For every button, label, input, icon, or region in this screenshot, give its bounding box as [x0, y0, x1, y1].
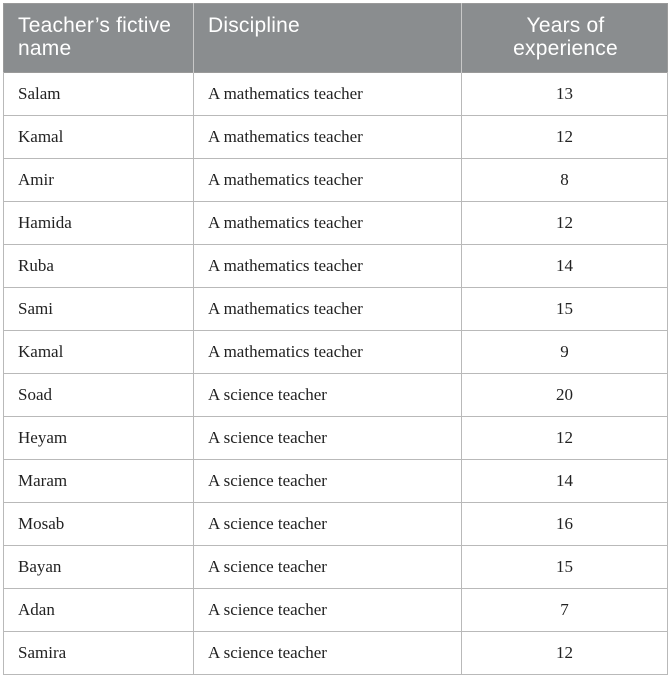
cell-years-of-experience: 8 [462, 159, 668, 202]
table-body [4, 73, 668, 675]
cell-discipline: A mathematics teacher [194, 202, 462, 245]
cell-discipline: A science teacher [194, 417, 462, 460]
cell-teacher-name: Sami [4, 288, 194, 331]
cell-teacher-name: Adan [4, 589, 194, 632]
cell-discipline: A mathematics teacher [194, 159, 462, 202]
cell-teacher-name: Bayan [4, 546, 194, 589]
table-row [4, 546, 668, 589]
cell-discipline: A science teacher [194, 460, 462, 503]
cell-years-of-experience: 12 [462, 116, 668, 159]
table-row [4, 331, 668, 374]
cell-years-of-experience: 12 [462, 417, 668, 460]
cell-teacher-name: Amir [4, 159, 194, 202]
cell-teacher-name: Kamal [4, 116, 194, 159]
cell-discipline: A mathematics teacher [194, 73, 462, 116]
cell-years-of-experience: 14 [462, 245, 668, 288]
cell-years-of-experience: 12 [462, 632, 668, 675]
cell-years-of-experience: 13 [462, 73, 668, 116]
cell-teacher-name: Samira [4, 632, 194, 675]
cell-teacher-name: Mosab [4, 503, 194, 546]
cell-discipline: A mathematics teacher [194, 331, 462, 374]
cell-teacher-name: Hamida [4, 202, 194, 245]
cell-years-of-experience: 12 [462, 202, 668, 245]
cell-teacher-name: Kamal [4, 331, 194, 374]
table-row [4, 503, 668, 546]
table-row [4, 245, 668, 288]
teachers-table-container [3, 3, 667, 675]
table-row [4, 589, 668, 632]
cell-teacher-name: Ruba [4, 245, 194, 288]
cell-teacher-name: Heyam [4, 417, 194, 460]
table-row [4, 288, 668, 331]
table-row [4, 202, 668, 245]
table-header [4, 4, 668, 73]
cell-discipline: A science teacher [194, 589, 462, 632]
table-row [4, 417, 668, 460]
table-row [4, 116, 668, 159]
header-discipline: Discipline [194, 4, 462, 73]
cell-teacher-name: Maram [4, 460, 194, 503]
cell-years-of-experience: 15 [462, 288, 668, 331]
cell-teacher-name: Salam [4, 73, 194, 116]
cell-years-of-experience: 14 [462, 460, 668, 503]
cell-years-of-experience: 16 [462, 503, 668, 546]
cell-teacher-name: Soad [4, 374, 194, 417]
table-row [4, 159, 668, 202]
cell-discipline: A mathematics teacher [194, 288, 462, 331]
cell-discipline: A science teacher [194, 503, 462, 546]
cell-discipline: A mathematics teacher [194, 245, 462, 288]
table-row [4, 374, 668, 417]
cell-years-of-experience: 9 [462, 331, 668, 374]
cell-discipline: A science teacher [194, 546, 462, 589]
cell-discipline: A science teacher [194, 374, 462, 417]
header-teacher-name: Teacher’s fictive name [4, 4, 194, 73]
cell-years-of-experience: 20 [462, 374, 668, 417]
teachers-table [3, 3, 668, 675]
cell-years-of-experience: 15 [462, 546, 668, 589]
table-row [4, 73, 668, 116]
cell-discipline: A mathematics teacher [194, 116, 462, 159]
header-years-of-experience: Years of experience [462, 4, 668, 73]
table-row [4, 632, 668, 675]
cell-years-of-experience: 7 [462, 589, 668, 632]
header-row [4, 4, 668, 73]
table-row [4, 460, 668, 503]
cell-discipline: A science teacher [194, 632, 462, 675]
